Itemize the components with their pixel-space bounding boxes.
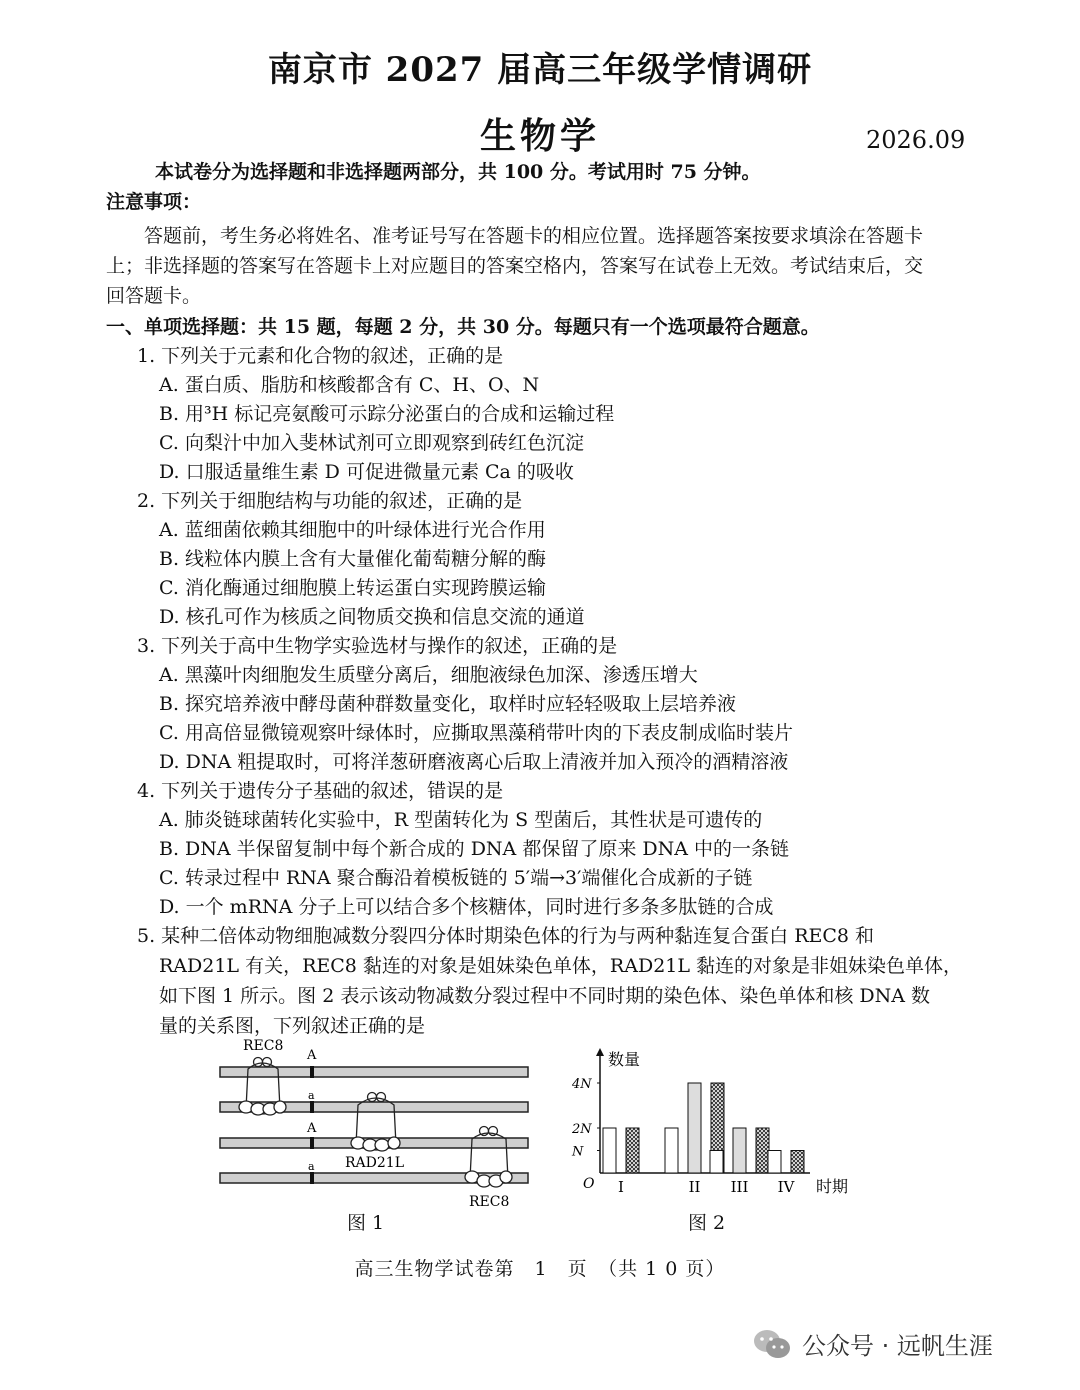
wechat-icon xyxy=(752,1328,792,1360)
gene-label-A-1: A xyxy=(307,1048,317,1063)
question-2-stem: 2. 下列关于细胞结构与功能的叙述，正确的是 xyxy=(137,490,523,512)
locus-marker-2 xyxy=(310,1101,314,1113)
y-tick-label: 2N xyxy=(572,1122,592,1137)
y-axis-label: 数量 xyxy=(608,1050,641,1069)
question-1-option-a: A. 蛋白质、脂肪和核酸都含有 C、H、O、N xyxy=(159,374,540,396)
question-2-option-c: C. 消化酶通过细胞膜上转运蛋白实现跨膜运输 xyxy=(159,577,546,599)
exam-intro: 本试卷分为选择题和非选择题两部分，共 100 分。考试用时 75 分钟。 xyxy=(155,161,761,183)
notes-line-3: 回答题卡。 xyxy=(106,285,202,307)
rad21l-label: RAD21L xyxy=(345,1155,404,1171)
question-5-line-3: 如下图 1 所示。图 2 表示该动物减数分裂过程中不同时期的染色体、染色单体和核 DNA 数 xyxy=(159,985,930,1007)
question-5-line-4: 量的关系图，下列叙述正确的是 xyxy=(159,1015,426,1037)
origin-label: O xyxy=(583,1176,595,1192)
question-3-option-b: B. 探究培养液中酵母菌种群数量变化，取样时应轻轻吸取上层培养液 xyxy=(159,693,737,715)
category-label-I: I xyxy=(618,1178,624,1196)
bar-III-series-2 xyxy=(733,1128,746,1173)
bar-IV-series-1 xyxy=(768,1151,781,1174)
chromatid-bar-1 xyxy=(220,1067,528,1077)
notes-line-1: 答题前，考生务必将姓名、准考证号写在答题卡的相应位置。选择题答案按要求填涂在答题卡 xyxy=(144,225,924,247)
question-5-line-1: 5. 某种二倍体动物细胞减数分裂四分体时期染色体的行为与两种黏连复合蛋白 REC8 和 xyxy=(137,925,875,947)
watermark-text: 公众号 · 远帆生涯 xyxy=(802,1332,993,1360)
rec8-complex-top xyxy=(239,1058,286,1116)
question-3-option-c: C. 用高倍显微镜观察叶绿体时，应撕取黑藻稍带叶肉的下表皮制成临时装片 xyxy=(159,722,793,744)
figure-1-caption: 图 1 xyxy=(347,1212,385,1234)
category-label-II: II xyxy=(688,1178,701,1196)
question-3-option-a: A. 黑藻叶肉细胞发生质壁分离后，细胞液绿色加深、渗透压增大 xyxy=(159,664,698,686)
question-4-stem: 4. 下列关于遗传分子基础的叙述，错误的是 xyxy=(137,780,504,802)
watermark xyxy=(752,1326,993,1361)
question-2-option-b: B. 线粒体内膜上含有大量催化葡萄糖分解的酶 xyxy=(159,548,547,570)
y-tick-label: N xyxy=(572,1144,584,1160)
question-1-option-b: B. 用³H 标记亮氨酸可示踪分泌蛋白的合成和运输过程 xyxy=(159,403,615,425)
x-axis-label: 时期 xyxy=(816,1177,849,1196)
y-tick-label: 4N xyxy=(572,1077,592,1092)
locus-marker-4 xyxy=(310,1172,314,1184)
rec8-label-bottom: REC8 xyxy=(469,1194,510,1210)
locus-marker-1 xyxy=(310,1066,314,1078)
question-4-option-b: B. DNA 半保留复制中每个新合成的 DNA 都保留了原来 DNA 中的一条链 xyxy=(159,838,789,860)
category-label-III: III xyxy=(730,1178,749,1196)
question-4-option-a: A. 肺炎链球菌转化实验中，R 型菌转化为 S 型菌后，其性状是可遗传的 xyxy=(159,809,763,831)
bar-III-series-3 xyxy=(756,1128,769,1173)
gene-label-a-1: a xyxy=(308,1089,315,1102)
question-3-option-d: D. DNA 粗提取时，可将洋葱研磨液离心后取上清液并加入预冷的酒精溶液 xyxy=(159,751,789,773)
category-label-IV: IV xyxy=(777,1178,795,1196)
gene-label-a-2: a xyxy=(308,1160,315,1173)
bar-I-series-3 xyxy=(626,1128,639,1173)
y-axis-arrow-icon xyxy=(596,1048,604,1056)
rec8-complex-bottom xyxy=(465,1127,512,1188)
locus-marker-3 xyxy=(310,1137,314,1149)
exam-date: 2026.09 xyxy=(866,126,966,154)
bar-I-series-1 xyxy=(603,1128,616,1173)
question-1-option-d: D. 口服适量维生素 D 可促进微量元素 Ca 的吸收 xyxy=(159,461,574,483)
bar-II-series-2 xyxy=(688,1083,701,1173)
exam-title: 南京市 2027 届高三年级学情调研 xyxy=(267,50,813,90)
bar-IV-series-3 xyxy=(791,1151,804,1174)
figure-1-diagram xyxy=(210,1035,540,1220)
figure-2-chart xyxy=(570,1045,870,1200)
figure-2-caption: 图 2 xyxy=(688,1212,726,1234)
question-1-stem: 1. 下列关于元素和化合物的叙述，正确的是 xyxy=(137,345,504,367)
question-4-option-c: C. 转录过程中 RNA 聚合酶沿着模板链的 5′端→3′端催化合成新的子链 xyxy=(159,867,753,889)
notes-line-2: 上；非选择题的答案写在答题卡上对应题目的答案空格内，答案写在试卷上无效。考试结束后，交 xyxy=(106,255,924,277)
question-2-option-d: D. 核孔可作为核质之间物质交换和信息交流的通道 xyxy=(159,606,585,628)
question-4-option-d: D. 一个 mRNA 分子上可以结合多个核糖体，同时进行多条多肽链的合成 xyxy=(159,896,774,918)
bar-II-series-1 xyxy=(665,1128,678,1173)
gene-label-A-2: A xyxy=(307,1121,317,1136)
bar-III-series-1 xyxy=(710,1151,723,1174)
notes-heading: 注意事项： xyxy=(106,191,202,213)
rec8-label-top: REC8 xyxy=(243,1038,284,1054)
question-2-option-a: A. 蓝细菌依赖其细胞中的叶绿体进行光合作用 xyxy=(159,519,546,541)
section-heading: 一、单项选择题：共 15 题，每题 2 分，共 30 分。每题只有一个选项最符合题意。 xyxy=(106,316,820,338)
question-5-line-2: RAD21L 有关，REC8 黏连的对象是姐妹染色单体，RAD21L 黏连的对象是非姐妹染色单体， xyxy=(159,955,963,977)
subject-title: 生物学 xyxy=(479,115,600,157)
question-1-option-c: C. 向梨汁中加入斐林试剂可立即观察到砖红色沉淀 xyxy=(159,432,584,454)
question-3-stem: 3. 下列关于高中生物学实验选材与操作的叙述，正确的是 xyxy=(137,635,618,657)
page-footer: 高三生物学试卷第 1 页 （共 1 0 页） xyxy=(354,1258,726,1280)
